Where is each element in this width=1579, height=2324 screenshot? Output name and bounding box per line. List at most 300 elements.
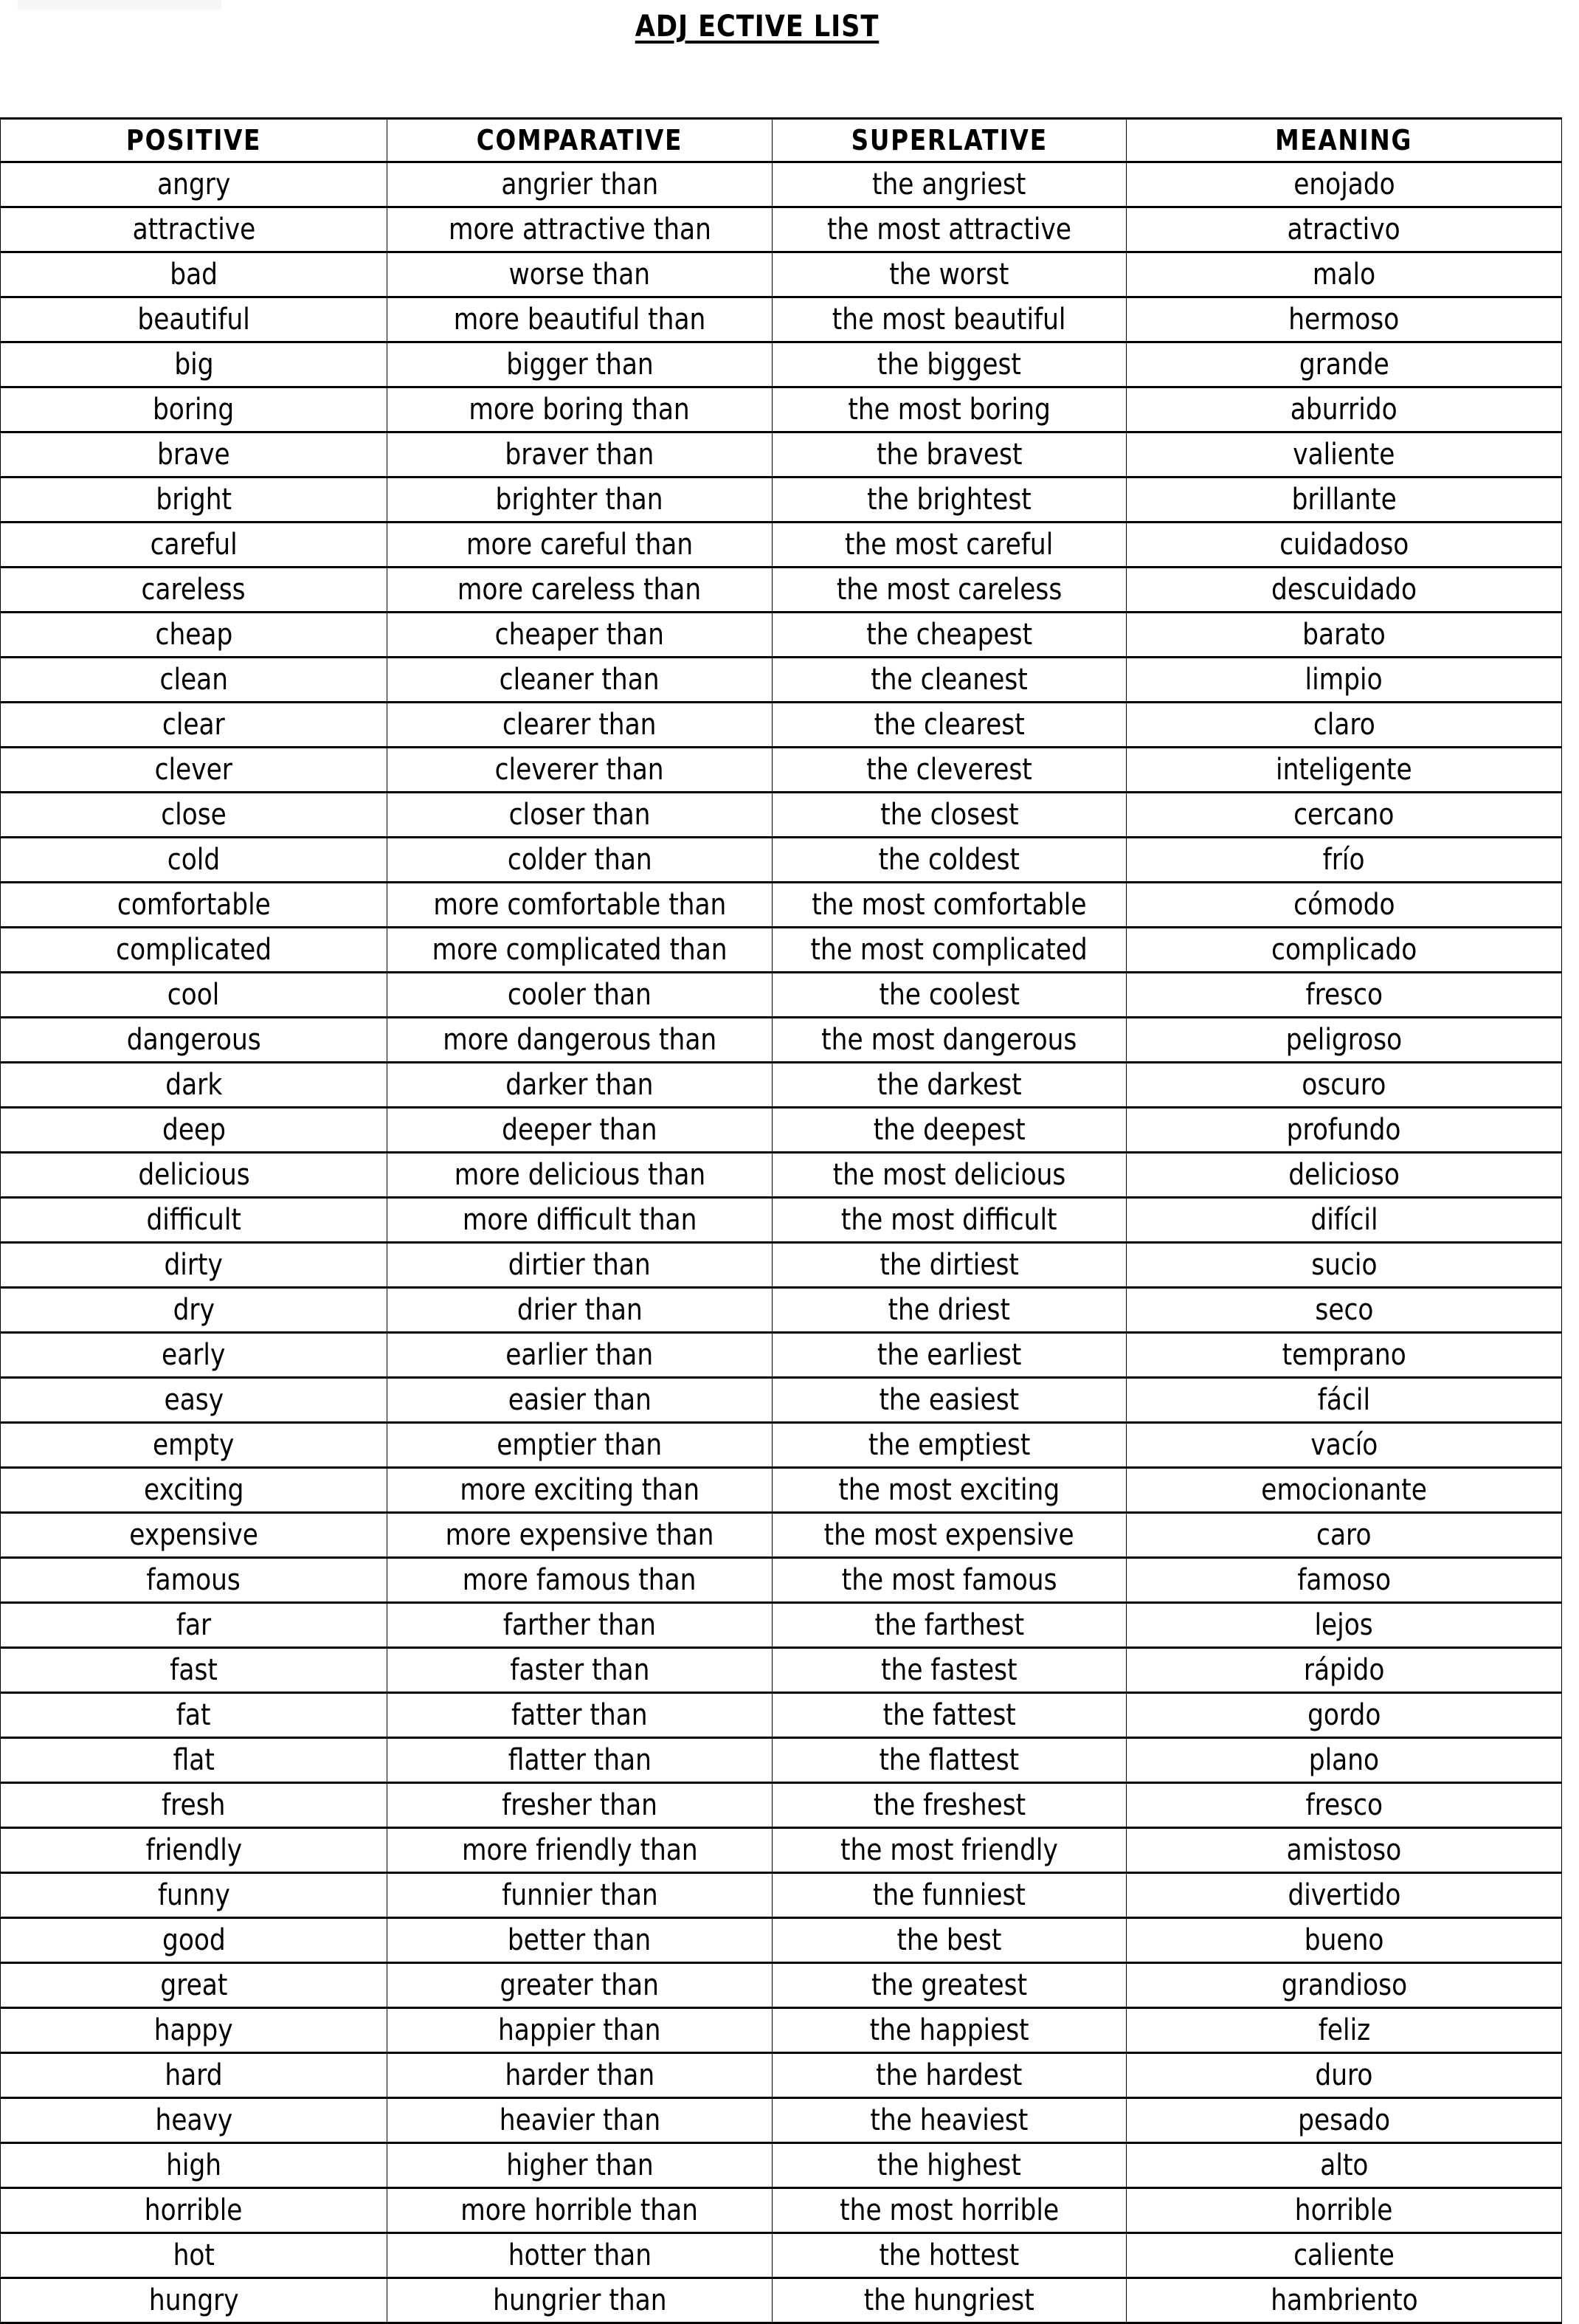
table-row: [1, 838, 1562, 883]
cell-text: amistoso: [1286, 1833, 1402, 1867]
cell-text: good: [162, 1923, 226, 1957]
cell-text: expensive: [129, 1518, 258, 1552]
superlative-cell: [773, 1558, 1127, 1603]
comparative-cell: [387, 1243, 773, 1288]
superlative-cell: [773, 342, 1127, 387]
cell-text: the heaviest: [870, 2103, 1029, 2137]
cell-text: flat: [173, 1743, 215, 1777]
superlative-cell: [773, 162, 1127, 207]
table-row: [1, 1918, 1562, 1963]
positive-cell: [1, 1918, 387, 1963]
superlative-cell: [773, 748, 1127, 793]
comparative-cell: [387, 568, 773, 613]
cell-text: the farthest: [874, 1608, 1024, 1642]
comparative-cell: [387, 1153, 773, 1198]
meaning-cell: [1127, 1423, 1562, 1468]
cell-text: careful: [150, 528, 238, 562]
superlative-cell: [773, 1288, 1127, 1333]
superlative-cell: [773, 387, 1127, 432]
comparative-cell: [387, 2233, 773, 2278]
table-row: [1, 1648, 1562, 1693]
cell-text: happy: [154, 2013, 233, 2047]
meaning-cell: [1127, 1693, 1562, 1738]
table-row: [1, 1468, 1562, 1513]
cell-text: emptier than: [497, 1428, 663, 1462]
comparative-cell: [387, 1603, 773, 1648]
cell-text: the coolest: [879, 978, 1020, 1012]
table-row: [1, 432, 1562, 477]
cell-text: more careful than: [466, 528, 694, 562]
positive-cell: [1, 432, 387, 477]
superlative-cell: [773, 432, 1127, 477]
meaning-cell: [1127, 1468, 1562, 1513]
table-row: [1, 1153, 1562, 1198]
cell-text: deep: [162, 1113, 226, 1147]
superlative-cell: [773, 2098, 1127, 2143]
superlative-cell: [773, 2053, 1127, 2098]
meaning-cell: [1127, 477, 1562, 523]
meaning-cell: [1127, 207, 1562, 252]
cell-text: difícil: [1310, 1203, 1378, 1237]
cell-text: the most careful: [845, 528, 1054, 562]
cell-text: brillante: [1291, 483, 1397, 517]
cell-text: dirty: [164, 1248, 224, 1282]
cell-text: drier than: [516, 1293, 643, 1327]
cell-text: greater than: [500, 1968, 660, 2002]
cell-text: profundo: [1287, 1113, 1401, 1147]
table-row: [1, 1873, 1562, 1918]
cell-text: pesado: [1298, 2103, 1390, 2137]
meaning-cell: [1127, 432, 1562, 477]
positive-cell: [1, 2143, 387, 2188]
cell-text: emocionante: [1261, 1473, 1427, 1507]
superlative-cell: [773, 1963, 1127, 2008]
table-row: [1, 1018, 1562, 1063]
table-row: [1, 1423, 1562, 1468]
meaning-cell: [1127, 973, 1562, 1018]
superlative-cell: [773, 2278, 1127, 2323]
cell-text: the easiest: [879, 1383, 1020, 1417]
cell-text: happier than: [498, 2013, 661, 2047]
cell-text: the most famous: [841, 1563, 1057, 1597]
superlative-cell: [773, 2008, 1127, 2053]
superlative-cell: [773, 838, 1127, 883]
cell-text: far: [176, 1608, 212, 1642]
superlative-cell: [773, 973, 1127, 1018]
cell-text: bad: [170, 258, 218, 292]
comparative-cell: [387, 2098, 773, 2143]
superlative-cell: [773, 703, 1127, 748]
cell-text: caro: [1316, 1518, 1372, 1552]
header-meaning: [1127, 119, 1562, 162]
cell-text: empty: [153, 1428, 235, 1462]
comparative-cell: [387, 838, 773, 883]
positive-cell: [1, 297, 387, 342]
cell-text: bright: [156, 483, 232, 517]
comparative-cell: [387, 1198, 773, 1243]
comparative-cell: [387, 1828, 773, 1873]
cell-text: cleverer than: [495, 753, 664, 787]
comparative-cell: [387, 1018, 773, 1063]
cell-text: the most expensive: [823, 1518, 1074, 1552]
cell-text: dry: [173, 1293, 215, 1327]
cell-text: delicioso: [1288, 1158, 1400, 1192]
cell-text: the worst: [889, 258, 1009, 292]
cell-text: malo: [1312, 258, 1376, 292]
table-row: [1, 1288, 1562, 1333]
cell-text: the hungriest: [864, 2283, 1034, 2317]
superlative-cell: [773, 297, 1127, 342]
header-label: SUPERLATIVE: [851, 124, 1048, 156]
meaning-cell: [1127, 2143, 1562, 2188]
table-row: [1, 2233, 1562, 2278]
cell-text: harder than: [505, 2058, 654, 2092]
cell-text: more delicious than: [454, 1158, 705, 1192]
meaning-cell: [1127, 342, 1562, 387]
cell-text: funny: [157, 1878, 230, 1912]
cell-text: complicated: [116, 933, 272, 967]
cell-text: the most difficult: [841, 1203, 1057, 1237]
cell-text: faster than: [509, 1653, 650, 1687]
table-header-row: [1, 119, 1562, 162]
meaning-cell: [1127, 1963, 1562, 2008]
comparative-cell: [387, 1558, 773, 1603]
cell-text: the most exciting: [838, 1473, 1060, 1507]
comparative-cell: [387, 2143, 773, 2188]
positive-cell: [1, 2098, 387, 2143]
cell-text: alto: [1319, 2148, 1369, 2182]
cell-text: aburrido: [1291, 393, 1397, 427]
cell-text: more exciting than: [460, 1473, 699, 1507]
positive-cell: [1, 387, 387, 432]
meaning-cell: [1127, 1288, 1562, 1333]
superlative-cell: [773, 1513, 1127, 1558]
cell-text: caliente: [1293, 2238, 1395, 2272]
comparative-cell: [387, 613, 773, 658]
cell-text: the most complicated: [810, 933, 1088, 967]
superlative-cell: [773, 1873, 1127, 1918]
cell-text: hard: [165, 2058, 223, 2092]
cell-text: early: [162, 1338, 226, 1372]
cell-text: hungry: [148, 2283, 239, 2317]
superlative-cell: [773, 2233, 1127, 2278]
cell-text: the most boring: [848, 393, 1051, 427]
positive-cell: [1, 1513, 387, 1558]
table-row: [1, 2008, 1562, 2053]
cell-text: famous: [146, 1563, 241, 1597]
table-row: [1, 793, 1562, 838]
cell-text: lejos: [1314, 1608, 1374, 1642]
positive-cell: [1, 1153, 387, 1198]
meaning-cell: [1127, 1918, 1562, 1963]
comparative-cell: [387, 658, 773, 703]
table-row: [1, 1108, 1562, 1153]
superlative-cell: [773, 1198, 1127, 1243]
positive-cell: [1, 2278, 387, 2323]
comparative-cell: [387, 1513, 773, 1558]
cell-text: more famous than: [463, 1563, 697, 1597]
table-row: [1, 477, 1562, 523]
cell-text: the darkest: [877, 1068, 1022, 1102]
top-toolbar-strip: [18, 0, 221, 9]
cell-text: hotter than: [508, 2238, 652, 2272]
meaning-cell: [1127, 1783, 1562, 1828]
comparative-cell: [387, 2008, 773, 2053]
positive-cell: [1, 1873, 387, 1918]
cell-text: descuidado: [1271, 573, 1417, 607]
comparative-cell: [387, 1423, 773, 1468]
cell-text: attractive: [132, 213, 255, 246]
table-row: [1, 297, 1562, 342]
positive-cell: [1, 1693, 387, 1738]
table-row: [1, 2053, 1562, 2098]
cell-text: enojado: [1293, 168, 1395, 201]
meaning-cell: [1127, 1063, 1562, 1108]
cell-text: more attractive than: [448, 213, 711, 246]
superlative-cell: [773, 1828, 1127, 1873]
header-label: POSITIVE: [125, 124, 262, 156]
cell-text: beautiful: [137, 303, 250, 337]
cell-text: the hardest: [876, 2058, 1023, 2092]
positive-cell: [1, 1243, 387, 1288]
cell-text: earlier than: [505, 1338, 654, 1372]
cell-text: the hottest: [879, 2238, 1020, 2272]
superlative-cell: [773, 1603, 1127, 1648]
cell-text: fresh: [162, 1788, 226, 1822]
comparative-cell: [387, 1738, 773, 1783]
cell-text: grandioso: [1281, 1968, 1407, 2002]
cell-text: difficult: [146, 1203, 241, 1237]
comparative-cell: [387, 1648, 773, 1693]
table-row: [1, 1783, 1562, 1828]
positive-cell: [1, 2053, 387, 2098]
cell-text: cooler than: [508, 978, 652, 1012]
cell-text: fast: [170, 1653, 218, 1687]
superlative-cell: [773, 793, 1127, 838]
header-comparative: [387, 119, 773, 162]
cell-text: boring: [153, 393, 235, 427]
positive-cell: [1, 1288, 387, 1333]
positive-cell: [1, 1783, 387, 1828]
cell-text: more comfortable than: [432, 888, 727, 922]
superlative-cell: [773, 1108, 1127, 1153]
superlative-cell: [773, 1783, 1127, 1828]
cell-text: cómodo: [1293, 888, 1395, 922]
table-row: [1, 1738, 1562, 1783]
cell-text: fresco: [1305, 978, 1383, 1012]
superlative-cell: [773, 1648, 1127, 1693]
table-row: [1, 1693, 1562, 1738]
cell-text: horrible: [145, 2193, 243, 2227]
cell-text: comfortable: [117, 888, 271, 922]
cell-text: grande: [1299, 348, 1389, 382]
meaning-cell: [1127, 252, 1562, 297]
superlative-cell: [773, 658, 1127, 703]
cell-text: horrible: [1295, 2193, 1393, 2227]
comparative-cell: [387, 883, 773, 928]
cell-text: peligroso: [1285, 1023, 1403, 1057]
cell-text: heavier than: [499, 2103, 660, 2137]
superlative-cell: [773, 523, 1127, 568]
positive-cell: [1, 613, 387, 658]
superlative-cell: [773, 883, 1127, 928]
cell-text: the deepest: [873, 1113, 1026, 1147]
meaning-cell: [1127, 568, 1562, 613]
cell-text: careless: [141, 573, 246, 607]
cell-text: fresco: [1305, 1788, 1383, 1822]
cell-text: better than: [508, 1923, 652, 1957]
cell-text: the dirtiest: [880, 1248, 1019, 1282]
cell-text: cuidadoso: [1279, 528, 1409, 562]
positive-cell: [1, 2008, 387, 2053]
comparative-cell: [387, 162, 773, 207]
comparative-cell: [387, 1333, 773, 1378]
comparative-cell: [387, 477, 773, 523]
cell-text: more expensive than: [445, 1518, 714, 1552]
superlative-cell: [773, 2188, 1127, 2233]
meaning-cell: [1127, 297, 1562, 342]
meaning-cell: [1127, 1198, 1562, 1243]
cell-text: the most delicious: [832, 1158, 1066, 1192]
positive-cell: [1, 1378, 387, 1423]
cell-text: the flattest: [879, 1743, 1020, 1777]
cell-text: the bravest: [876, 438, 1023, 472]
superlative-cell: [773, 1423, 1127, 1468]
table-row: [1, 1333, 1562, 1378]
comparative-cell: [387, 928, 773, 973]
cell-text: claro: [1313, 708, 1375, 742]
comparative-cell: [387, 387, 773, 432]
table-row: [1, 2278, 1562, 2323]
superlative-cell: [773, 477, 1127, 523]
meaning-cell: [1127, 2188, 1562, 2233]
meaning-cell: [1127, 387, 1562, 432]
meaning-cell: [1127, 793, 1562, 838]
comparative-cell: [387, 342, 773, 387]
positive-cell: [1, 2188, 387, 2233]
cell-text: funnier than: [501, 1878, 658, 1912]
cell-text: bueno: [1304, 1923, 1384, 1957]
table-row: [1, 748, 1562, 793]
superlative-cell: [773, 928, 1127, 973]
superlative-cell: [773, 568, 1127, 613]
cell-text: worse than: [508, 258, 651, 292]
comparative-cell: [387, 2188, 773, 2233]
cell-text: rápido: [1303, 1653, 1385, 1687]
positive-cell: [1, 1558, 387, 1603]
meaning-cell: [1127, 1108, 1562, 1153]
cell-text: vacío: [1310, 1428, 1378, 1462]
cell-text: dark: [165, 1068, 222, 1102]
cell-text: the driest: [888, 1293, 1011, 1327]
comparative-cell: [387, 1918, 773, 1963]
superlative-cell: [773, 1693, 1127, 1738]
cell-text: gordo: [1307, 1698, 1381, 1732]
comparative-cell: [387, 973, 773, 1018]
table-row: [1, 1063, 1562, 1108]
positive-cell: [1, 838, 387, 883]
cell-text: the greatest: [871, 1968, 1027, 2002]
positive-cell: [1, 1108, 387, 1153]
cell-text: the funniest: [872, 1878, 1026, 1912]
meaning-cell: [1127, 1333, 1562, 1378]
positive-cell: [1, 703, 387, 748]
cell-text: deeper than: [502, 1113, 657, 1147]
comparative-cell: [387, 297, 773, 342]
cell-text: close: [161, 798, 227, 832]
positive-cell: [1, 1963, 387, 2008]
superlative-cell: [773, 252, 1127, 297]
meaning-cell: [1127, 613, 1562, 658]
header-superlative: [773, 119, 1127, 162]
meaning-cell: [1127, 1558, 1562, 1603]
meaning-cell: [1127, 2053, 1562, 2098]
cell-text: complicado: [1271, 933, 1417, 967]
meaning-cell: [1127, 2278, 1562, 2323]
superlative-cell: [773, 1333, 1127, 1378]
comparative-cell: [387, 1693, 773, 1738]
cell-text: heavy: [155, 2103, 232, 2137]
comparative-cell: [387, 1963, 773, 2008]
positive-cell: [1, 1198, 387, 1243]
meaning-cell: [1127, 2233, 1562, 2278]
cell-text: more beautiful than: [453, 303, 706, 337]
meaning-cell: [1127, 1018, 1562, 1063]
table-row: [1, 387, 1562, 432]
cell-text: cold: [167, 843, 221, 877]
cell-text: higher than: [505, 2148, 654, 2182]
table-row: [1, 523, 1562, 568]
cell-text: duro: [1315, 2058, 1373, 2092]
table-row: [1, 1963, 1562, 2008]
superlative-cell: [773, 207, 1127, 252]
cell-text: the highest: [877, 2148, 1021, 2182]
cell-text: more boring than: [469, 393, 691, 427]
superlative-cell: [773, 1063, 1127, 1108]
positive-cell: [1, 1333, 387, 1378]
cell-text: cheaper than: [494, 618, 665, 652]
table-row: [1, 703, 1562, 748]
meaning-cell: [1127, 748, 1562, 793]
cell-text: brave: [157, 438, 230, 472]
cell-text: the angriest: [872, 168, 1026, 201]
page-title: ADJ ECTIVE LIST: [635, 10, 880, 44]
superlative-cell: [773, 1378, 1127, 1423]
cell-text: the most attractive: [826, 213, 1072, 246]
cell-text: the fattest: [882, 1698, 1016, 1732]
comparative-cell: [387, 793, 773, 838]
cell-text: angry: [156, 168, 231, 201]
comparative-cell: [387, 1468, 773, 1513]
comparative-cell: [387, 2053, 773, 2098]
positive-cell: [1, 523, 387, 568]
cell-text: the most friendly: [840, 1833, 1058, 1867]
cell-text: clever: [154, 753, 233, 787]
cell-text: the most dangerous: [821, 1023, 1077, 1057]
meaning-cell: [1127, 1603, 1562, 1648]
cell-text: fat: [176, 1698, 211, 1732]
positive-cell: [1, 568, 387, 613]
comparative-cell: [387, 748, 773, 793]
cell-text: high: [165, 2148, 222, 2182]
positive-cell: [1, 658, 387, 703]
comparative-cell: [387, 432, 773, 477]
positive-cell: [1, 883, 387, 928]
header-label: MEANING: [1275, 124, 1413, 156]
comparative-cell: [387, 2278, 773, 2323]
table-row: [1, 928, 1562, 973]
cell-text: hungrier than: [492, 2283, 667, 2317]
